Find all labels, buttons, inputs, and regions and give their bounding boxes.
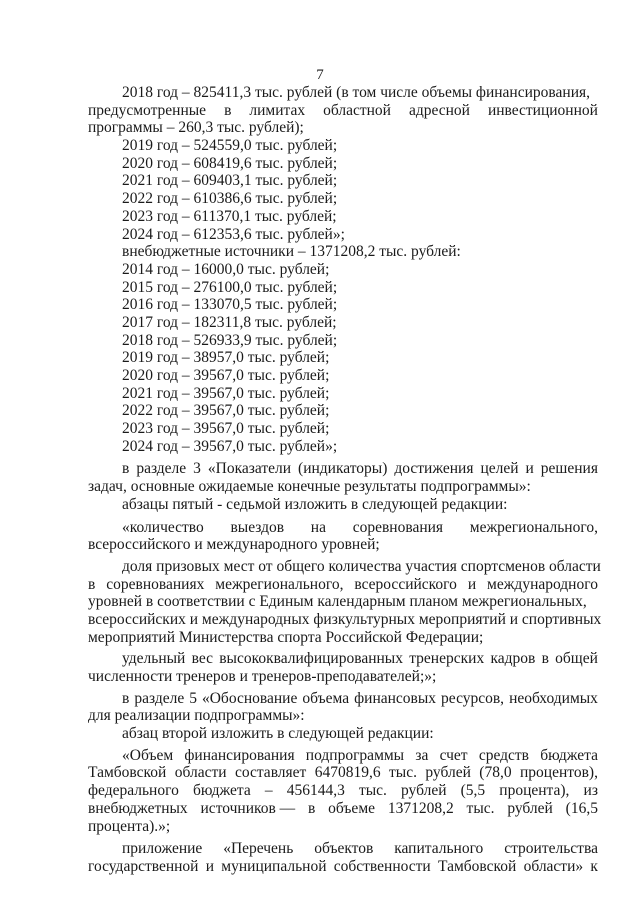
word: и — [205, 857, 215, 875]
text-line-justified — [88, 747, 598, 765]
word: вес — [191, 650, 213, 668]
year-line: 2022 год – 39567,0 тыс. рублей; — [122, 402, 330, 420]
year-line: 2015 год – 276100,0 тыс. рублей; — [122, 278, 338, 296]
word: – — [264, 782, 273, 800]
word: (индикаторы) — [298, 460, 388, 478]
word: области» — [523, 857, 584, 875]
text-line: программы – 260,3 тыс. рублей); — [88, 119, 304, 137]
word: за — [415, 746, 429, 764]
page-number: 7 — [316, 67, 324, 83]
text-line: 2018 год – 825411,3 тыс. рублей (в том числе объемы финансирования, — [122, 84, 590, 101]
word: адресной — [408, 101, 470, 119]
text-line: задач, основные ожидаемые конечные результаты подпрограммы»: — [88, 478, 531, 496]
text-line: доля призовых мест от общего количества участия спортсменов области — [122, 557, 601, 575]
word: инвестиционной — [487, 101, 598, 119]
text-line-justified — [88, 800, 598, 818]
word: «количество — [122, 518, 204, 536]
word: финансирования — [184, 746, 295, 764]
word: необходимых — [509, 689, 598, 707]
word: рублей — [425, 764, 471, 782]
word: тыс. — [389, 764, 417, 782]
word: тыс. — [358, 782, 387, 800]
word: к — [590, 857, 598, 875]
word: финансовых — [354, 689, 437, 707]
text-line: процента).»; — [88, 817, 171, 835]
year-line: 2016 год – 133070,5 тыс. рублей; — [122, 296, 338, 314]
year-line: 2024 год – 612353,6 тыс. рублей»; — [122, 225, 345, 243]
year-line: 2014 год – 16000,0 тыс. рублей; — [122, 260, 330, 278]
text-line-justified — [88, 840, 598, 858]
text-line-justified — [88, 858, 598, 876]
text-line: абзац второй изложить в следующей редакции: — [122, 725, 434, 743]
word: бюджета — [192, 782, 251, 800]
word: (5,5 — [460, 782, 486, 800]
year-line: 2023 год – 39567,0 тыс. рублей; — [122, 420, 330, 438]
text-line-justified — [88, 102, 598, 120]
year-line: 2020 год – 39567,0 тыс. рублей; — [122, 367, 330, 384]
word: высококвалифицированных — [219, 650, 403, 668]
word: из — [583, 782, 598, 800]
word: 3 — [193, 460, 201, 478]
word: достижения — [394, 460, 474, 478]
word: 1371208,2 — [387, 799, 454, 817]
word: межрегионального, — [469, 518, 598, 536]
word: капитального — [394, 840, 484, 858]
word: целей — [480, 460, 519, 478]
word: государственной — [88, 857, 199, 875]
text-line-justified — [88, 460, 598, 478]
word: в — [541, 650, 549, 668]
word: Тамбовской — [88, 764, 167, 782]
word: составляет — [234, 764, 307, 782]
word: ресурсов, — [441, 689, 505, 707]
word: на — [310, 518, 326, 536]
word: объема — [302, 689, 350, 707]
text-line: всероссийских и международных физкультурных мероприятий и спортивных — [88, 610, 602, 628]
word: в — [122, 689, 130, 707]
word: (78,0 — [479, 764, 512, 782]
word: подпрограммы — [305, 746, 405, 764]
word: «Обоснование — [201, 689, 298, 707]
word: международного — [487, 575, 598, 593]
text-line: численности тренеров и тренеров-преподавателей;»; — [88, 668, 437, 685]
word: и — [467, 575, 477, 593]
word: процентов), — [520, 764, 598, 782]
year-line: 2021 год – 609403,1 тыс. рублей; — [122, 172, 338, 190]
document-body — [88, 84, 602, 876]
text-line-justified — [88, 690, 598, 708]
word: счет — [439, 746, 468, 764]
word: межрегионального, — [215, 575, 344, 593]
text-line: уровней в соответствии с Единым календарным планом межрегиональных, — [88, 593, 587, 611]
word: соревнованиях — [106, 575, 205, 593]
word: 6470819,6 — [314, 764, 381, 782]
word: внебюджетных — [88, 799, 188, 817]
text-line: для реализации подпрограммы»: — [88, 707, 305, 725]
text-line-justified — [88, 650, 598, 668]
word: 456144,3 — [286, 782, 345, 800]
word: средств — [478, 746, 529, 764]
word: (16,5 — [565, 799, 598, 817]
text-line-justified — [88, 764, 598, 782]
word: собственности — [333, 857, 431, 875]
word: тренерских — [409, 650, 485, 668]
word: процента), — [499, 782, 570, 800]
word: муниципальной — [221, 857, 327, 875]
word: и — [525, 460, 534, 478]
year-line: 2019 год – 524559,0 тыс. рублей; — [122, 137, 338, 155]
word: всероссийского — [354, 575, 457, 593]
word: общей — [555, 650, 598, 668]
year-line: 2022 год – 610386,6 тыс. рублей; — [122, 190, 338, 208]
word: разделе — [134, 689, 185, 707]
word: в — [224, 101, 232, 119]
word: федерального — [88, 782, 179, 800]
word: «Объем — [122, 746, 174, 764]
word: объектов — [314, 840, 374, 858]
text-line-justified — [88, 576, 598, 594]
year-line: 2018 год – 526933,9 тыс. рублей; — [122, 331, 338, 349]
word: строительства — [504, 840, 598, 858]
year-line: 2021 год – 39567,0 тыс. рублей; — [122, 384, 330, 402]
word: в — [122, 460, 130, 478]
year-line: 2019 год – 38957,0 тыс. рублей; — [122, 349, 330, 367]
year-line: 2024 год – 39567,0 тыс. рублей»; — [122, 437, 338, 455]
word: кадров — [490, 650, 536, 668]
year-line: 2020 год – 608419,6 тыс. рублей; — [122, 154, 338, 172]
word: Тамбовской — [437, 857, 517, 875]
word: рублей — [507, 799, 553, 817]
word: бюджета — [540, 746, 598, 764]
word: тыс. — [466, 799, 495, 817]
word: области — [174, 764, 227, 782]
word: разделе — [136, 460, 187, 478]
word: решения — [540, 460, 598, 478]
word: в — [88, 575, 96, 593]
word: рублей — [401, 782, 447, 800]
text-line: абзацы пятый - седьмой изложить в следующей редакции: — [122, 495, 508, 513]
text-line-justified — [88, 782, 598, 800]
word: предусмотренные — [88, 101, 207, 119]
word: «Перечень — [223, 840, 294, 858]
word: выездов — [230, 518, 285, 536]
word: источников — — [200, 799, 296, 817]
word: в — [308, 799, 316, 817]
offbudget-heading: внебюджетные источники – 1371208,2 тыс. рублей: — [122, 243, 461, 261]
word: удельный — [122, 650, 186, 668]
year-line: 2017 год – 182311,8 тыс. рублей; — [122, 313, 337, 331]
word: лимитах — [249, 101, 306, 119]
word: областной — [323, 101, 391, 119]
text-line: мероприятий Министерства спорта Российской Федерации; — [88, 628, 484, 646]
word: объеме — [328, 799, 376, 817]
text-line-justified — [88, 519, 598, 537]
word: «Показатели — [207, 460, 292, 478]
word: 5 — [189, 689, 197, 707]
word: соревнования — [352, 518, 444, 536]
text-line: всероссийского и международного уровней; — [88, 536, 380, 554]
word: приложение — [122, 840, 203, 858]
year-line: 2023 год – 611370,1 тыс. рублей; — [122, 207, 337, 225]
